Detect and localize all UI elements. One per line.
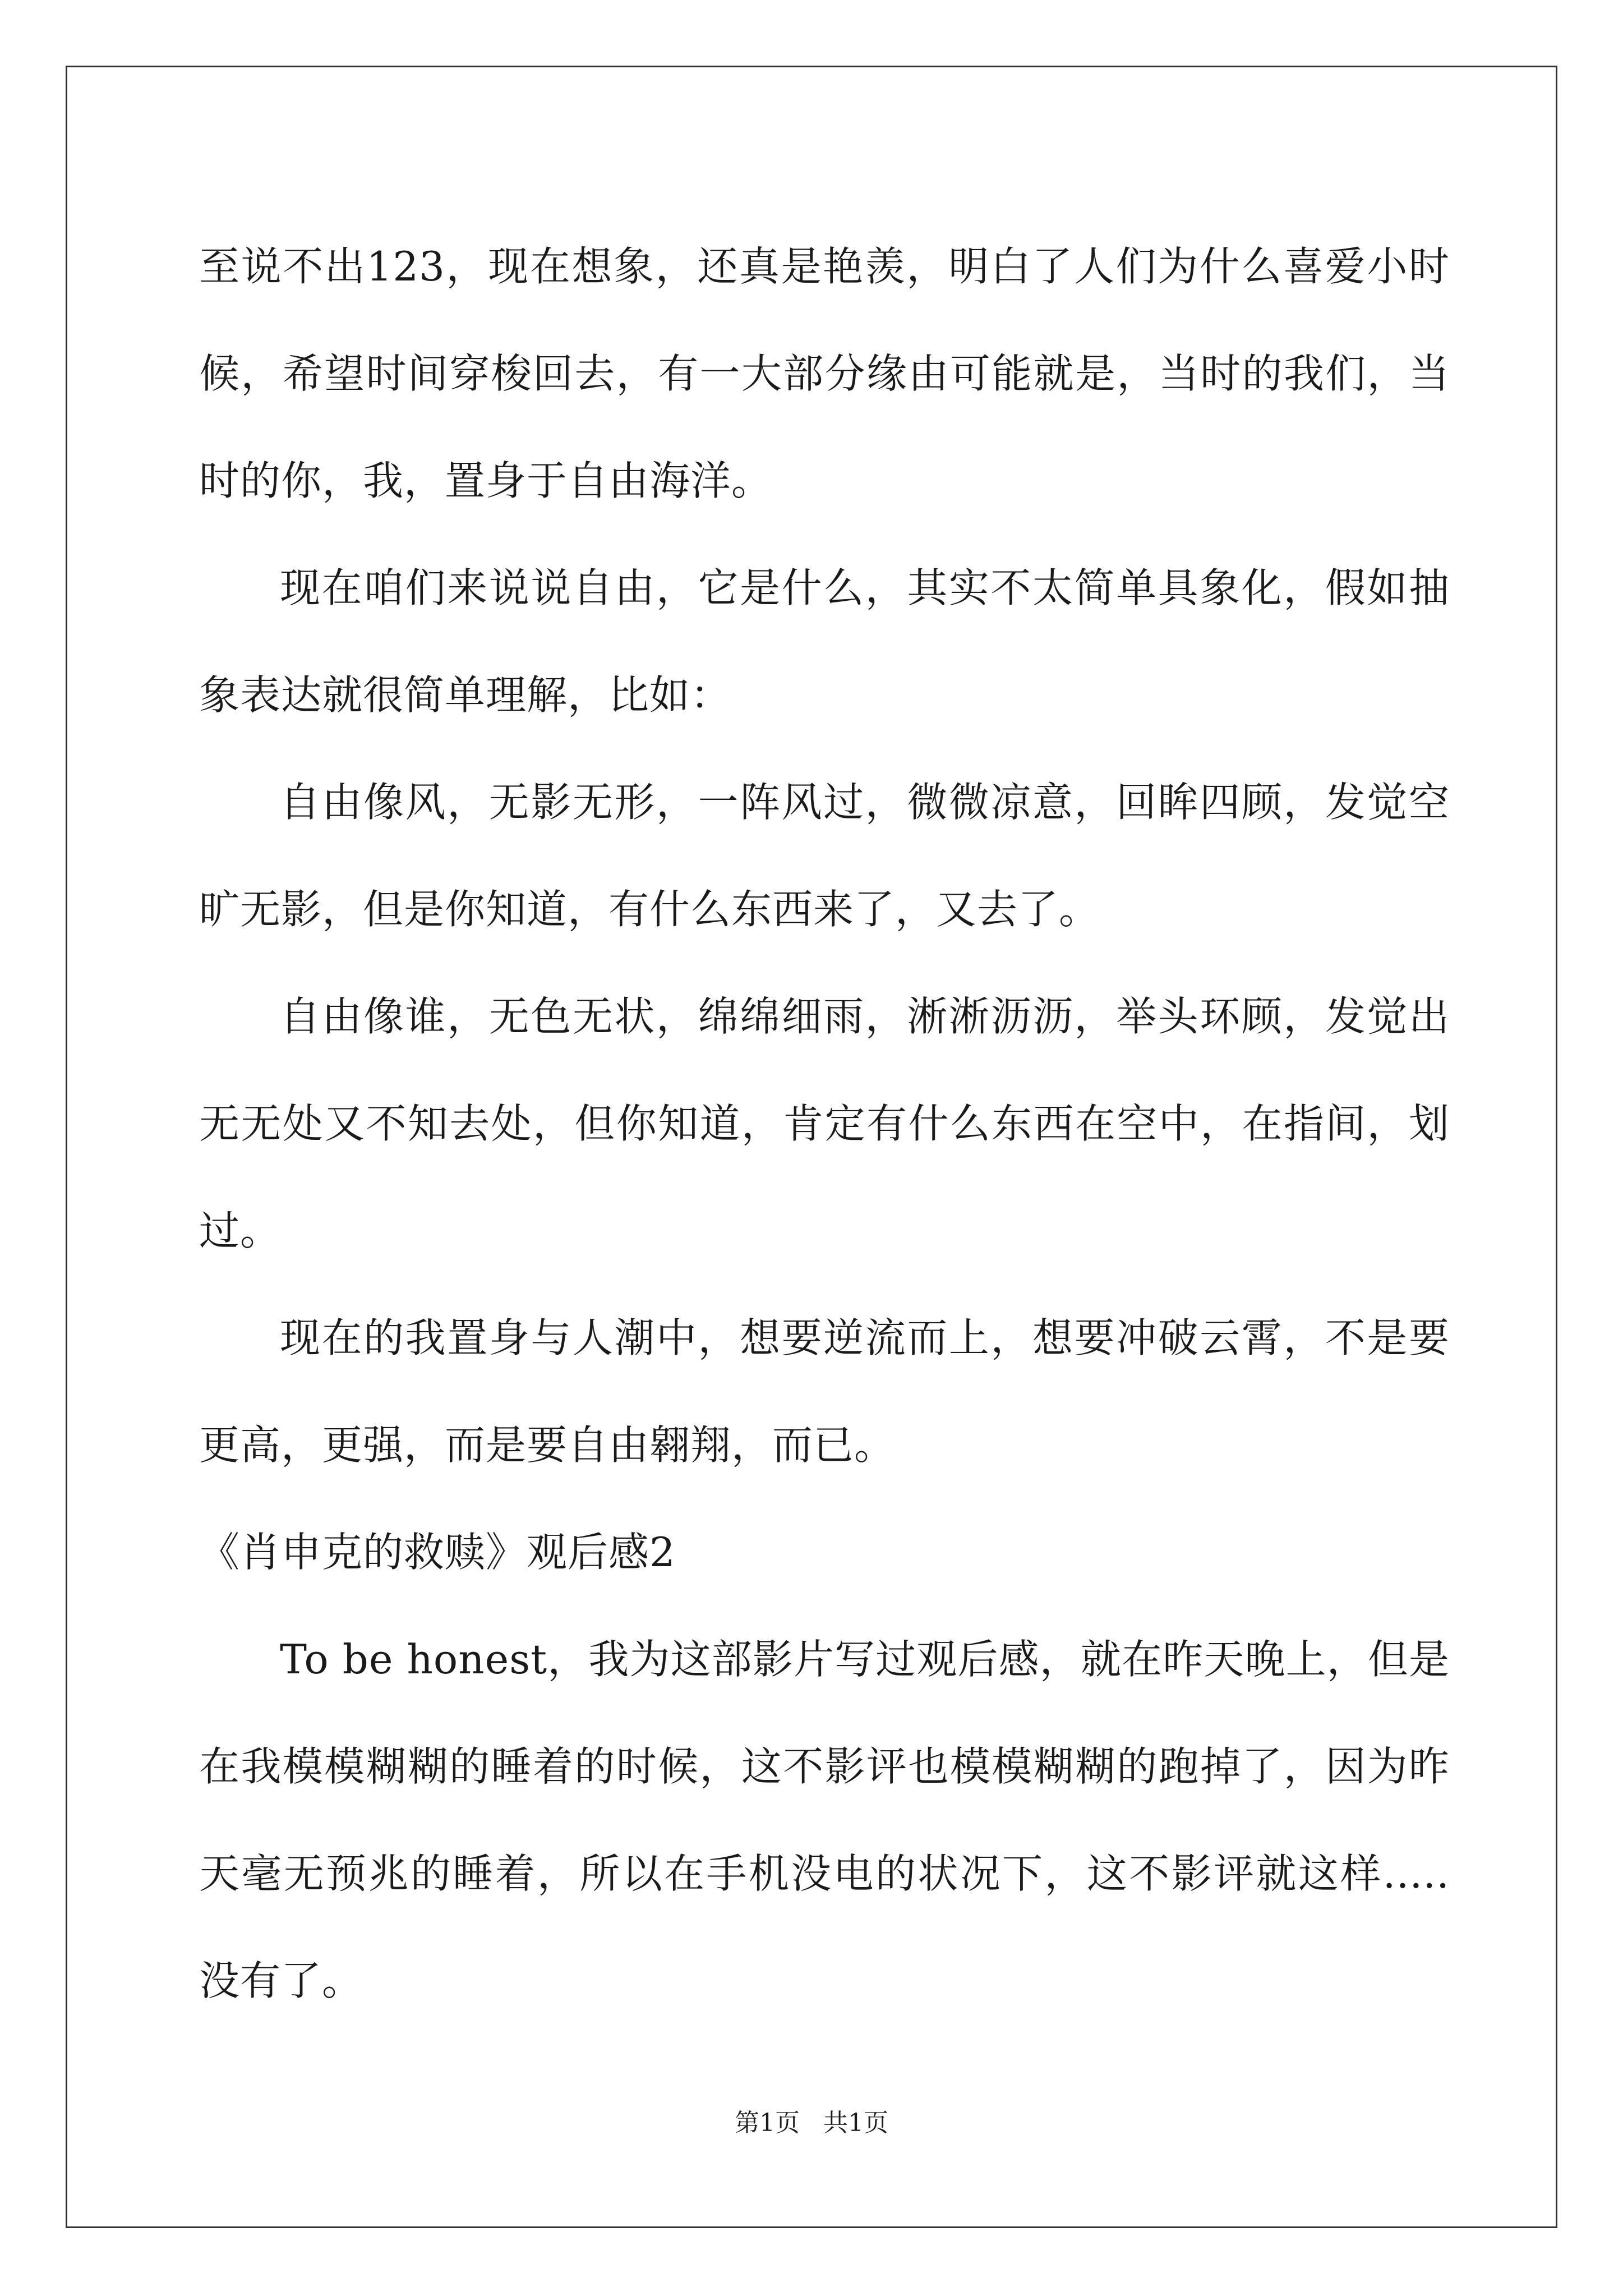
document-body: [199, 213, 1450, 2035]
paragraph: 自由像谁，无色无状，绵绵细雨，淅淅沥沥，举头环顾，发觉出无无处又不知去处，但你知道，肯定有什么东西在空中，在指间，划过。: [199, 993, 1450, 1254]
paragraph: 现在的我置身与人潮中，想要逆流而上，想要冲破云霄，不是要更高，更强，而是要自由翱翔，而已。: [199, 1314, 1450, 1469]
paragraph: 至说不出123，现在想象，还真是艳羡，明白了人们为什么喜爱小时候，希望时间穿梭回去，有一大部分缘由可能就是，当时的我们，当时的你，我，置身于自由海洋。: [199, 243, 1450, 504]
paragraph: 现在咱们来说说自由，它是什么，其实不太简单具象化，假如抽象表达就很简单理解，比如：: [199, 564, 1450, 719]
paragraph: 自由像风，无影无形，一阵风过，微微凉意，回眸四顾，发觉空旷无影，但是你知道，有什么东西来了，又去了。: [199, 779, 1450, 933]
page-footer: 第1页 共1页: [735, 2109, 888, 2137]
section-title: 《肖申克的救赎》观后感2: [199, 1529, 676, 1576]
paragraph: To be honest，我为这部影片写过观后感，就在昨天晚上，但是在我模模糊糊的睡着的时候，这不影评也模模糊糊的跑掉了，因为昨天毫无预兆的睡着，所以在手机没电的状况下，这不影评就这样.....没有了。: [199, 1636, 1450, 2004]
